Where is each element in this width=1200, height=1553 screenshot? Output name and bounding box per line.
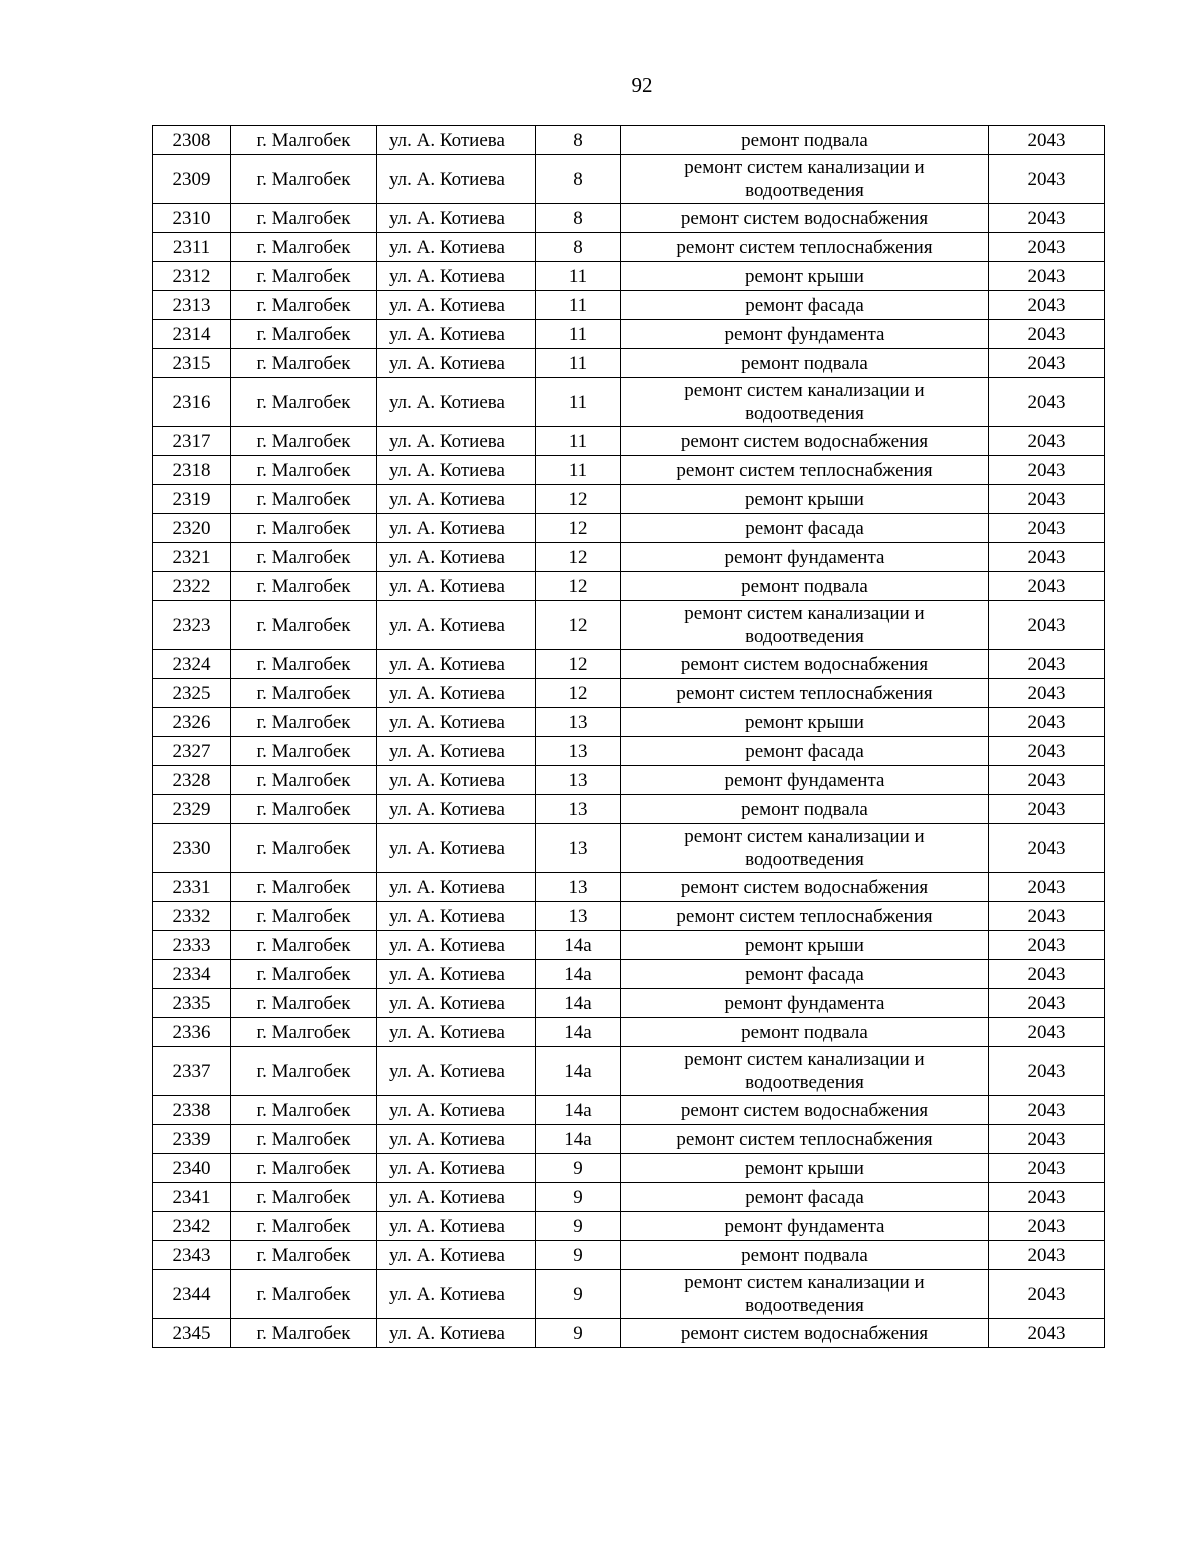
table-row xyxy=(153,349,1105,378)
city-cell: г. Малгобек xyxy=(231,378,377,427)
row-number-cell: 2314 xyxy=(153,320,231,349)
house-number-cell: 9 xyxy=(536,1212,621,1241)
city-cell: г. Малгобек xyxy=(231,514,377,543)
work-type-cell: ремонт систем водоснабжения xyxy=(621,1096,989,1125)
year-cell: 2043 xyxy=(989,1047,1105,1096)
street-cell: ул. А. Котиева xyxy=(377,679,536,708)
table-row xyxy=(153,989,1105,1018)
year-cell: 2043 xyxy=(989,543,1105,572)
street-cell: ул. А. Котиева xyxy=(377,1154,536,1183)
work-type-cell: ремонт систем водоснабжения xyxy=(621,1319,989,1348)
city-cell: г. Малгобек xyxy=(231,931,377,960)
city-cell: г. Малгобек xyxy=(231,1096,377,1125)
city-cell: г. Малгобек xyxy=(231,679,377,708)
table-row xyxy=(153,960,1105,989)
year-cell: 2043 xyxy=(989,679,1105,708)
table-row xyxy=(153,873,1105,902)
row-number-cell: 2325 xyxy=(153,679,231,708)
street-cell: ул. А. Котиева xyxy=(377,795,536,824)
row-number-cell: 2343 xyxy=(153,1241,231,1270)
year-cell: 2043 xyxy=(989,989,1105,1018)
table-body xyxy=(153,126,1105,1348)
city-cell: г. Малгобек xyxy=(231,1018,377,1047)
street-cell: ул. А. Котиева xyxy=(377,485,536,514)
street-cell: ул. А. Котиева xyxy=(377,737,536,766)
street-cell: ул. А. Котиева xyxy=(377,1319,536,1348)
city-cell: г. Малгобек xyxy=(231,650,377,679)
house-number-cell: 9 xyxy=(536,1270,621,1319)
work-type-cell: ремонт систем водоснабжения xyxy=(621,204,989,233)
house-number-cell: 13 xyxy=(536,795,621,824)
table-row xyxy=(153,1270,1105,1319)
work-type-cell: ремонт крыши xyxy=(621,485,989,514)
street-cell: ул. А. Котиева xyxy=(377,1183,536,1212)
table-row xyxy=(153,766,1105,795)
house-number-cell: 14а xyxy=(536,1018,621,1047)
row-number-cell: 2331 xyxy=(153,873,231,902)
house-number-cell: 14а xyxy=(536,1047,621,1096)
city-cell: г. Малгобек xyxy=(231,601,377,650)
year-cell: 2043 xyxy=(989,378,1105,427)
house-number-cell: 14а xyxy=(536,960,621,989)
street-cell: ул. А. Котиева xyxy=(377,1270,536,1319)
street-cell: ул. А. Котиева xyxy=(377,514,536,543)
year-cell: 2043 xyxy=(989,485,1105,514)
street-cell: ул. А. Котиева xyxy=(377,572,536,601)
street-cell: ул. А. Котиева xyxy=(377,1018,536,1047)
city-cell: г. Малгобек xyxy=(231,1047,377,1096)
row-number-cell: 2330 xyxy=(153,824,231,873)
house-number-cell: 8 xyxy=(536,233,621,262)
city-cell: г. Малгобек xyxy=(231,960,377,989)
house-number-cell: 12 xyxy=(536,514,621,543)
row-number-cell: 2338 xyxy=(153,1096,231,1125)
table-row xyxy=(153,378,1105,427)
row-number-cell: 2334 xyxy=(153,960,231,989)
city-cell: г. Малгобек xyxy=(231,824,377,873)
house-number-cell: 8 xyxy=(536,126,621,155)
street-cell: ул. А. Котиева xyxy=(377,1047,536,1096)
row-number-cell: 2318 xyxy=(153,456,231,485)
city-cell: г. Малгобек xyxy=(231,1154,377,1183)
row-number-cell: 2345 xyxy=(153,1319,231,1348)
row-number-cell: 2342 xyxy=(153,1212,231,1241)
house-number-cell: 9 xyxy=(536,1154,621,1183)
city-cell: г. Малгобек xyxy=(231,427,377,456)
city-cell: г. Малгобек xyxy=(231,543,377,572)
house-number-cell: 13 xyxy=(536,708,621,737)
work-type-cell: ремонт фундамента xyxy=(621,543,989,572)
table-row xyxy=(153,155,1105,204)
street-cell: ул. А. Котиева xyxy=(377,456,536,485)
year-cell: 2043 xyxy=(989,902,1105,931)
house-number-cell: 12 xyxy=(536,485,621,514)
year-cell: 2043 xyxy=(989,427,1105,456)
work-type-cell: ремонт фасада xyxy=(621,514,989,543)
year-cell: 2043 xyxy=(989,1154,1105,1183)
table-row xyxy=(153,708,1105,737)
table-row xyxy=(153,427,1105,456)
work-type-cell: ремонт систем канализации и водоотведения xyxy=(621,1270,989,1319)
house-number-cell: 14а xyxy=(536,1096,621,1125)
row-number-cell: 2309 xyxy=(153,155,231,204)
row-number-cell: 2339 xyxy=(153,1125,231,1154)
row-number-cell: 2320 xyxy=(153,514,231,543)
year-cell: 2043 xyxy=(989,650,1105,679)
work-type-cell: ремонт крыши xyxy=(621,1154,989,1183)
city-cell: г. Малгобек xyxy=(231,485,377,514)
work-type-cell: ремонт систем водоснабжения xyxy=(621,427,989,456)
house-number-cell: 11 xyxy=(536,320,621,349)
table-row xyxy=(153,320,1105,349)
house-number-cell: 12 xyxy=(536,601,621,650)
year-cell: 2043 xyxy=(989,1319,1105,1348)
work-type-cell: ремонт фасада xyxy=(621,960,989,989)
table-row xyxy=(153,1241,1105,1270)
work-type-cell: ремонт подвала xyxy=(621,1018,989,1047)
table-row xyxy=(153,1018,1105,1047)
table-row xyxy=(153,1212,1105,1241)
work-type-cell: ремонт систем теплоснабжения xyxy=(621,456,989,485)
table-row xyxy=(153,291,1105,320)
house-number-cell: 13 xyxy=(536,824,621,873)
work-type-cell: ремонт систем теплоснабжения xyxy=(621,902,989,931)
year-cell: 2043 xyxy=(989,960,1105,989)
city-cell: г. Малгобек xyxy=(231,873,377,902)
table-row xyxy=(153,126,1105,155)
street-cell: ул. А. Котиева xyxy=(377,126,536,155)
city-cell: г. Малгобек xyxy=(231,126,377,155)
street-cell: ул. А. Котиева xyxy=(377,349,536,378)
city-cell: г. Малгобек xyxy=(231,155,377,204)
year-cell: 2043 xyxy=(989,1125,1105,1154)
table-row xyxy=(153,1319,1105,1348)
row-number-cell: 2316 xyxy=(153,378,231,427)
street-cell: ул. А. Котиева xyxy=(377,378,536,427)
city-cell: г. Малгобек xyxy=(231,1212,377,1241)
row-number-cell: 2324 xyxy=(153,650,231,679)
year-cell: 2043 xyxy=(989,708,1105,737)
work-type-cell: ремонт подвала xyxy=(621,349,989,378)
year-cell: 2043 xyxy=(989,1270,1105,1319)
work-type-cell: ремонт подвала xyxy=(621,572,989,601)
city-cell: г. Малгобек xyxy=(231,1183,377,1212)
table-row xyxy=(153,650,1105,679)
house-number-cell: 11 xyxy=(536,349,621,378)
row-number-cell: 2328 xyxy=(153,766,231,795)
house-number-cell: 11 xyxy=(536,378,621,427)
year-cell: 2043 xyxy=(989,873,1105,902)
city-cell: г. Малгобек xyxy=(231,233,377,262)
street-cell: ул. А. Котиева xyxy=(377,427,536,456)
street-cell: ул. А. Котиева xyxy=(377,650,536,679)
street-cell: ул. А. Котиева xyxy=(377,1212,536,1241)
city-cell: г. Малгобек xyxy=(231,1241,377,1270)
street-cell: ул. А. Котиева xyxy=(377,543,536,572)
row-number-cell: 2317 xyxy=(153,427,231,456)
row-number-cell: 2323 xyxy=(153,601,231,650)
row-number-cell: 2311 xyxy=(153,233,231,262)
row-number-cell: 2310 xyxy=(153,204,231,233)
street-cell: ул. А. Котиева xyxy=(377,291,536,320)
work-type-cell: ремонт фундамента xyxy=(621,766,989,795)
table-row xyxy=(153,262,1105,291)
year-cell: 2043 xyxy=(989,1183,1105,1212)
table-row xyxy=(153,931,1105,960)
table-row xyxy=(153,233,1105,262)
table-row xyxy=(153,601,1105,650)
city-cell: г. Малгобек xyxy=(231,766,377,795)
work-type-cell: ремонт крыши xyxy=(621,931,989,960)
row-number-cell: 2321 xyxy=(153,543,231,572)
year-cell: 2043 xyxy=(989,126,1105,155)
work-type-cell: ремонт систем канализации и водоотведения xyxy=(621,1047,989,1096)
city-cell: г. Малгобек xyxy=(231,262,377,291)
city-cell: г. Малгобек xyxy=(231,989,377,1018)
row-number-cell: 2333 xyxy=(153,931,231,960)
street-cell: ул. А. Котиева xyxy=(377,155,536,204)
table-row xyxy=(153,204,1105,233)
table-row xyxy=(153,1183,1105,1212)
work-type-cell: ремонт систем теплоснабжения xyxy=(621,1125,989,1154)
row-number-cell: 2329 xyxy=(153,795,231,824)
house-number-cell: 13 xyxy=(536,873,621,902)
year-cell: 2043 xyxy=(989,795,1105,824)
work-type-cell: ремонт систем канализации и водоотведения xyxy=(621,601,989,650)
street-cell: ул. А. Котиева xyxy=(377,824,536,873)
year-cell: 2043 xyxy=(989,320,1105,349)
house-number-cell: 14а xyxy=(536,989,621,1018)
work-type-cell: ремонт систем теплоснабжения xyxy=(621,679,989,708)
city-cell: г. Малгобек xyxy=(231,708,377,737)
work-type-cell: ремонт фасада xyxy=(621,1183,989,1212)
street-cell: ул. А. Котиева xyxy=(377,708,536,737)
work-type-cell: ремонт фундамента xyxy=(621,320,989,349)
house-number-cell: 12 xyxy=(536,572,621,601)
year-cell: 2043 xyxy=(989,456,1105,485)
street-cell: ул. А. Котиева xyxy=(377,204,536,233)
house-number-cell: 8 xyxy=(536,204,621,233)
row-number-cell: 2312 xyxy=(153,262,231,291)
year-cell: 2043 xyxy=(989,349,1105,378)
work-type-cell: ремонт систем канализации и водоотведения xyxy=(621,824,989,873)
row-number-cell: 2336 xyxy=(153,1018,231,1047)
work-type-cell: ремонт подвала xyxy=(621,795,989,824)
house-number-cell: 11 xyxy=(536,262,621,291)
city-cell: г. Малгобек xyxy=(231,1319,377,1348)
table-row xyxy=(153,902,1105,931)
house-number-cell: 12 xyxy=(536,650,621,679)
house-number-cell: 12 xyxy=(536,679,621,708)
house-number-cell: 9 xyxy=(536,1241,621,1270)
work-type-cell: ремонт подвала xyxy=(621,126,989,155)
row-number-cell: 2327 xyxy=(153,737,231,766)
table-row xyxy=(153,456,1105,485)
city-cell: г. Малгобек xyxy=(231,456,377,485)
street-cell: ул. А. Котиева xyxy=(377,902,536,931)
work-type-cell: ремонт фундамента xyxy=(621,1212,989,1241)
house-number-cell: 13 xyxy=(536,902,621,931)
house-number-cell: 8 xyxy=(536,155,621,204)
city-cell: г. Малгобек xyxy=(231,1125,377,1154)
year-cell: 2043 xyxy=(989,514,1105,543)
row-number-cell: 2344 xyxy=(153,1270,231,1319)
street-cell: ул. А. Котиева xyxy=(377,601,536,650)
street-cell: ул. А. Котиева xyxy=(377,233,536,262)
year-cell: 2043 xyxy=(989,931,1105,960)
table-row xyxy=(153,1047,1105,1096)
year-cell: 2043 xyxy=(989,572,1105,601)
work-type-cell: ремонт подвала xyxy=(621,1241,989,1270)
table-row xyxy=(153,1154,1105,1183)
year-cell: 2043 xyxy=(989,601,1105,650)
work-type-cell: ремонт систем канализации и водоотведения xyxy=(621,378,989,427)
table-row xyxy=(153,485,1105,514)
work-type-cell: ремонт крыши xyxy=(621,708,989,737)
work-type-cell: ремонт систем водоснабжения xyxy=(621,650,989,679)
city-cell: г. Малгобек xyxy=(231,320,377,349)
street-cell: ул. А. Котиева xyxy=(377,1096,536,1125)
row-number-cell: 2337 xyxy=(153,1047,231,1096)
house-number-cell: 9 xyxy=(536,1319,621,1348)
work-type-cell: ремонт крыши xyxy=(621,262,989,291)
table-row xyxy=(153,679,1105,708)
house-number-cell: 11 xyxy=(536,456,621,485)
street-cell: ул. А. Котиева xyxy=(377,320,536,349)
year-cell: 2043 xyxy=(989,1212,1105,1241)
house-number-cell: 11 xyxy=(536,427,621,456)
street-cell: ул. А. Котиева xyxy=(377,989,536,1018)
year-cell: 2043 xyxy=(989,155,1105,204)
street-cell: ул. А. Котиева xyxy=(377,873,536,902)
city-cell: г. Малгобек xyxy=(231,204,377,233)
street-cell: ул. А. Котиева xyxy=(377,766,536,795)
house-number-cell: 12 xyxy=(536,543,621,572)
city-cell: г. Малгобек xyxy=(231,349,377,378)
row-number-cell: 2313 xyxy=(153,291,231,320)
city-cell: г. Малгобек xyxy=(231,291,377,320)
city-cell: г. Малгобек xyxy=(231,795,377,824)
row-number-cell: 2308 xyxy=(153,126,231,155)
year-cell: 2043 xyxy=(989,1241,1105,1270)
work-type-cell: ремонт систем теплоснабжения xyxy=(621,233,989,262)
repair-schedule-table xyxy=(152,125,1105,1348)
table-row xyxy=(153,1096,1105,1125)
row-number-cell: 2340 xyxy=(153,1154,231,1183)
work-type-cell: ремонт систем канализации и водоотведения xyxy=(621,155,989,204)
house-number-cell: 9 xyxy=(536,1183,621,1212)
table-row xyxy=(153,1125,1105,1154)
street-cell: ул. А. Котиева xyxy=(377,262,536,291)
work-type-cell: ремонт систем водоснабжения xyxy=(621,873,989,902)
year-cell: 2043 xyxy=(989,262,1105,291)
year-cell: 2043 xyxy=(989,737,1105,766)
house-number-cell: 14а xyxy=(536,1125,621,1154)
year-cell: 2043 xyxy=(989,204,1105,233)
year-cell: 2043 xyxy=(989,291,1105,320)
table-row xyxy=(153,572,1105,601)
table-row xyxy=(153,514,1105,543)
house-number-cell: 11 xyxy=(536,291,621,320)
city-cell: г. Малгобек xyxy=(231,737,377,766)
row-number-cell: 2335 xyxy=(153,989,231,1018)
work-type-cell: ремонт фасада xyxy=(621,291,989,320)
house-number-cell: 14а xyxy=(536,931,621,960)
year-cell: 2043 xyxy=(989,766,1105,795)
year-cell: 2043 xyxy=(989,1018,1105,1047)
row-number-cell: 2319 xyxy=(153,485,231,514)
year-cell: 2043 xyxy=(989,233,1105,262)
street-cell: ул. А. Котиева xyxy=(377,931,536,960)
table-row xyxy=(153,824,1105,873)
work-type-cell: ремонт фасада xyxy=(621,737,989,766)
table-row xyxy=(153,543,1105,572)
street-cell: ул. А. Котиева xyxy=(377,960,536,989)
city-cell: г. Малгобек xyxy=(231,902,377,931)
row-number-cell: 2326 xyxy=(153,708,231,737)
house-number-cell: 13 xyxy=(536,766,621,795)
work-type-cell: ремонт фундамента xyxy=(621,989,989,1018)
year-cell: 2043 xyxy=(989,1096,1105,1125)
table-row xyxy=(153,737,1105,766)
city-cell: г. Малгобек xyxy=(231,1270,377,1319)
street-cell: ул. А. Котиева xyxy=(377,1241,536,1270)
city-cell: г. Малгобек xyxy=(231,572,377,601)
row-number-cell: 2322 xyxy=(153,572,231,601)
street-cell: ул. А. Котиева xyxy=(377,1125,536,1154)
house-number-cell: 13 xyxy=(536,737,621,766)
table-row xyxy=(153,795,1105,824)
row-number-cell: 2332 xyxy=(153,902,231,931)
row-number-cell: 2315 xyxy=(153,349,231,378)
row-number-cell: 2341 xyxy=(153,1183,231,1212)
year-cell: 2043 xyxy=(989,824,1105,873)
page-number: 92 xyxy=(631,73,653,97)
